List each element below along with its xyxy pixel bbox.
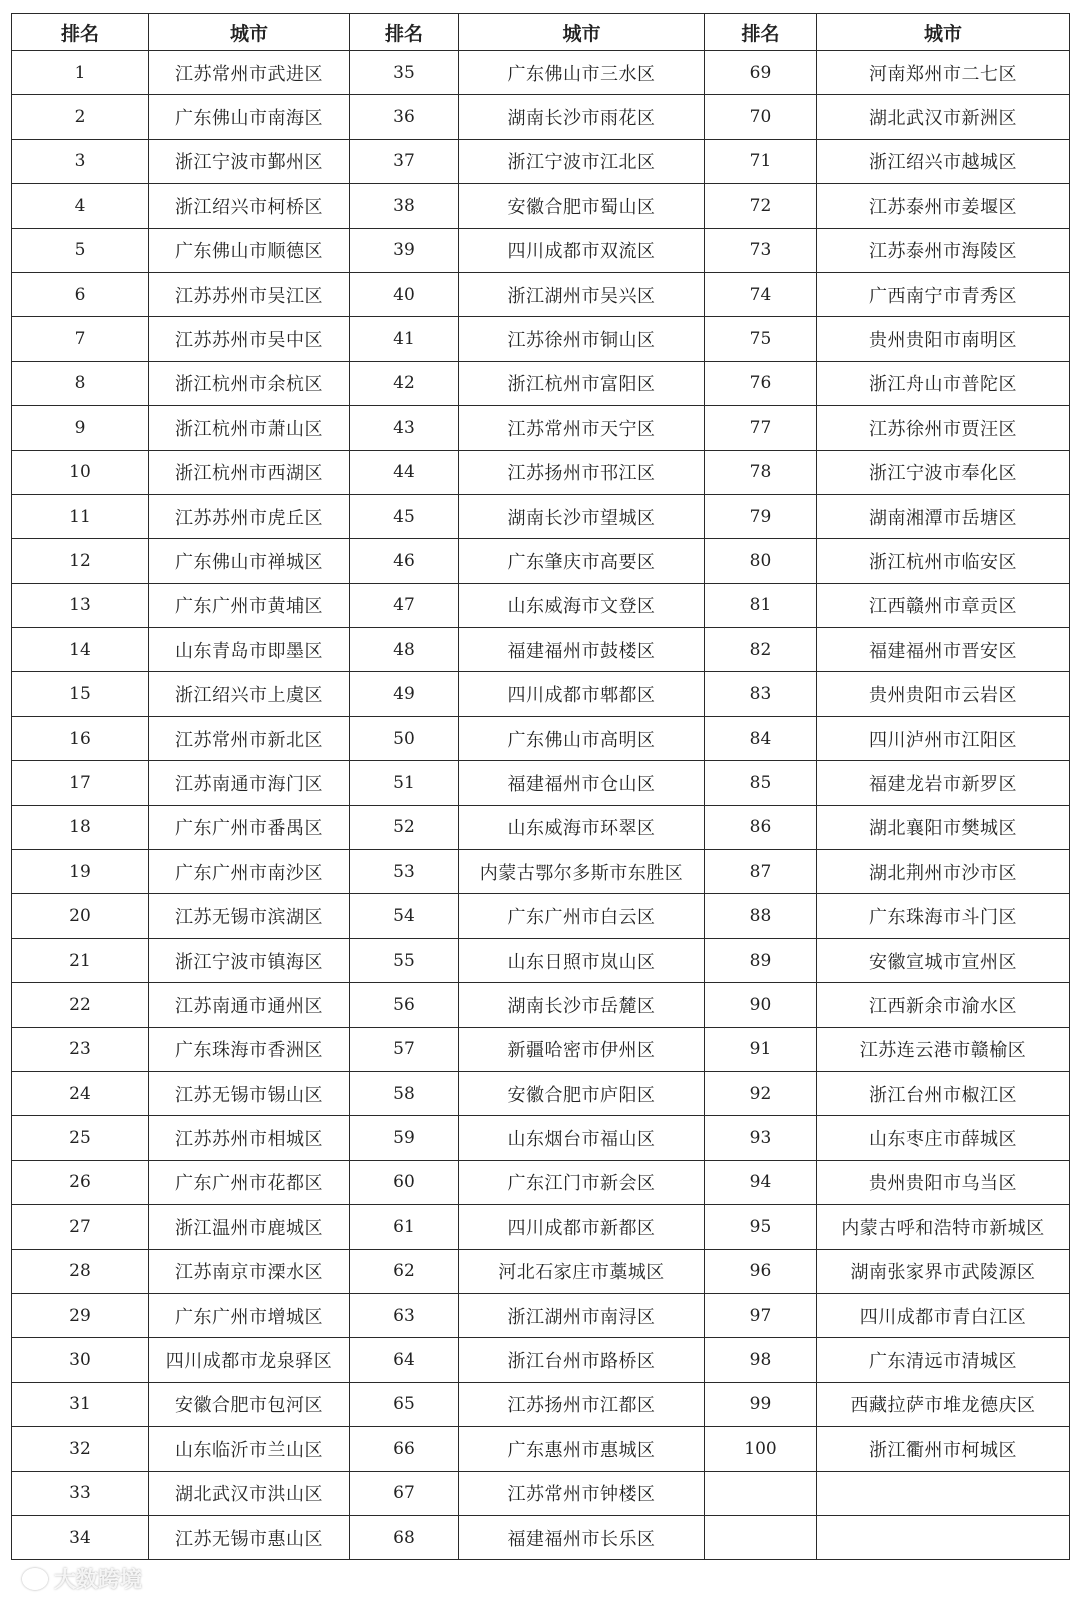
- rank-cell: 21: [12, 938, 149, 982]
- brand-logo-icon: [22, 1568, 48, 1590]
- ranking-table: [11, 13, 1070, 1560]
- city-cell: 江苏常州市武进区: [149, 51, 350, 95]
- rank-cell: 63: [350, 1293, 459, 1337]
- city-cell: 四川成都市龙泉驿区: [149, 1338, 350, 1382]
- city-cell: 浙江衢州市柯城区: [817, 1427, 1070, 1471]
- header-rank-2: 排名: [350, 14, 459, 51]
- table-row: [12, 1160, 1070, 1204]
- rank-cell: 55: [350, 938, 459, 982]
- rank-cell: 42: [350, 361, 459, 405]
- city-cell: 广东清远市清城区: [817, 1338, 1070, 1382]
- table-row: [12, 983, 1070, 1027]
- rank-cell: 48: [350, 628, 459, 672]
- city-cell: 广东广州市花都区: [149, 1160, 350, 1204]
- city-cell: 江苏扬州市邗江区: [459, 450, 705, 494]
- table-row: [12, 583, 1070, 627]
- rank-cell: 37: [350, 139, 459, 183]
- city-cell: 江苏苏州市虎丘区: [149, 494, 350, 538]
- city-cell: 湖南长沙市望城区: [459, 494, 705, 538]
- rank-cell: 96: [705, 1249, 817, 1293]
- table-row: [12, 450, 1070, 494]
- table-row: [12, 1427, 1070, 1471]
- rank-cell: 12: [12, 539, 149, 583]
- table-row: [12, 1471, 1070, 1515]
- city-cell: 江苏无锡市惠山区: [149, 1515, 350, 1559]
- watermark: [22, 1563, 142, 1594]
- city-cell: 浙江台州市路桥区: [459, 1338, 705, 1382]
- header-row: [12, 14, 1070, 51]
- rank-cell: 35: [350, 51, 459, 95]
- city-cell: 广东广州市南沙区: [149, 850, 350, 894]
- rank-cell: 8: [12, 361, 149, 405]
- city-cell: 江苏扬州市江都区: [459, 1382, 705, 1426]
- rank-cell: 29: [12, 1293, 149, 1337]
- rank-cell: 28: [12, 1249, 149, 1293]
- rank-cell: 66: [350, 1427, 459, 1471]
- city-cell: 湖北武汉市洪山区: [149, 1471, 350, 1515]
- rank-cell: 88: [705, 894, 817, 938]
- rank-cell: 7: [12, 317, 149, 361]
- rank-cell: 49: [350, 672, 459, 716]
- header-city-1: 城市: [149, 14, 350, 51]
- rank-cell: 45: [350, 494, 459, 538]
- rank-cell: 54: [350, 894, 459, 938]
- rank-cell: 5: [12, 228, 149, 272]
- city-cell: 山东烟台市福山区: [459, 1116, 705, 1160]
- table-row: [12, 672, 1070, 716]
- city-cell: 四川泸州市江阳区: [817, 716, 1070, 760]
- rank-cell: 71: [705, 139, 817, 183]
- rank-cell: 81: [705, 583, 817, 627]
- rank-cell: 73: [705, 228, 817, 272]
- rank-cell: 86: [705, 805, 817, 849]
- rank-cell: [705, 1515, 817, 1559]
- city-cell: 江苏常州市钟楼区: [459, 1471, 705, 1515]
- city-cell: 湖南长沙市雨花区: [459, 95, 705, 139]
- table-row: [12, 1382, 1070, 1426]
- city-cell: 浙江绍兴市越城区: [817, 139, 1070, 183]
- city-cell: 浙江杭州市萧山区: [149, 406, 350, 450]
- table-row: [12, 1027, 1070, 1071]
- rank-cell: 22: [12, 983, 149, 1027]
- rank-cell: 36: [350, 95, 459, 139]
- rank-cell: 16: [12, 716, 149, 760]
- rank-cell: 3: [12, 139, 149, 183]
- rank-cell: 18: [12, 805, 149, 849]
- rank-cell: 74: [705, 272, 817, 316]
- rank-cell: 84: [705, 716, 817, 760]
- rank-cell: 78: [705, 450, 817, 494]
- rank-cell: 92: [705, 1071, 817, 1115]
- rank-cell: 69: [705, 51, 817, 95]
- header-city-2: 城市: [459, 14, 705, 51]
- city-cell: 广东佛山市顺德区: [149, 228, 350, 272]
- rank-cell: 93: [705, 1116, 817, 1160]
- rank-cell: 79: [705, 494, 817, 538]
- rank-cell: 20: [12, 894, 149, 938]
- table-row: [12, 272, 1070, 316]
- city-cell: 广东佛山市禅城区: [149, 539, 350, 583]
- rank-cell: 27: [12, 1205, 149, 1249]
- rank-cell: 52: [350, 805, 459, 849]
- city-cell: 湖北武汉市新洲区: [817, 95, 1070, 139]
- city-cell: 江苏连云港市赣榆区: [817, 1027, 1070, 1071]
- city-cell: 广东肇庆市高要区: [459, 539, 705, 583]
- city-cell: 福建福州市长乐区: [459, 1515, 705, 1559]
- rank-cell: 72: [705, 184, 817, 228]
- rank-cell: 80: [705, 539, 817, 583]
- header-rank-1: 排名: [12, 14, 149, 51]
- city-cell: 内蒙古鄂尔多斯市东胜区: [459, 850, 705, 894]
- city-cell: [817, 1515, 1070, 1559]
- table-row: [12, 850, 1070, 894]
- rank-cell: 61: [350, 1205, 459, 1249]
- rank-cell: 10: [12, 450, 149, 494]
- rank-cell: 13: [12, 583, 149, 627]
- city-cell: 浙江宁波市镇海区: [149, 938, 350, 982]
- rank-cell: 89: [705, 938, 817, 982]
- table-row: [12, 1293, 1070, 1337]
- city-cell: 山东枣庄市薛城区: [817, 1116, 1070, 1160]
- rank-cell: 33: [12, 1471, 149, 1515]
- table-row: [12, 1338, 1070, 1382]
- city-cell: 山东临沂市兰山区: [149, 1427, 350, 1471]
- table-row: [12, 1249, 1070, 1293]
- rank-cell: 77: [705, 406, 817, 450]
- city-cell: 广东广州市增城区: [149, 1293, 350, 1337]
- city-cell: 江苏无锡市滨湖区: [149, 894, 350, 938]
- city-cell: 江苏苏州市相城区: [149, 1116, 350, 1160]
- city-cell: 安徽合肥市蜀山区: [459, 184, 705, 228]
- city-cell: 浙江台州市椒江区: [817, 1071, 1070, 1115]
- city-cell: 贵州贵阳市云岩区: [817, 672, 1070, 716]
- rank-cell: 6: [12, 272, 149, 316]
- city-cell: 安徽合肥市包河区: [149, 1382, 350, 1426]
- city-cell: 内蒙古呼和浩特市新城区: [817, 1205, 1070, 1249]
- rank-cell: 57: [350, 1027, 459, 1071]
- city-cell: 浙江绍兴市柯桥区: [149, 184, 350, 228]
- city-cell: 山东威海市文登区: [459, 583, 705, 627]
- table-row: [12, 317, 1070, 361]
- table-row: [12, 184, 1070, 228]
- city-cell: 广东佛山市三水区: [459, 51, 705, 95]
- rank-cell: 44: [350, 450, 459, 494]
- rank-cell: 39: [350, 228, 459, 272]
- table-row: [12, 494, 1070, 538]
- rank-cell: 83: [705, 672, 817, 716]
- city-cell: 江苏泰州市姜堰区: [817, 184, 1070, 228]
- city-cell: 浙江宁波市鄞州区: [149, 139, 350, 183]
- rank-cell: 76: [705, 361, 817, 405]
- city-cell: 江苏常州市天宁区: [459, 406, 705, 450]
- table-row: [12, 139, 1070, 183]
- table-row: [12, 805, 1070, 849]
- city-cell: 福建福州市鼓楼区: [459, 628, 705, 672]
- city-cell: 江西赣州市章贡区: [817, 583, 1070, 627]
- city-cell: 广东广州市白云区: [459, 894, 705, 938]
- city-cell: 浙江宁波市江北区: [459, 139, 705, 183]
- table-row: [12, 761, 1070, 805]
- rank-cell: 91: [705, 1027, 817, 1071]
- watermark-text: 大数跨境: [54, 1568, 143, 1593]
- rank-cell: 31: [12, 1382, 149, 1426]
- rank-cell: 100: [705, 1427, 817, 1471]
- city-cell: 江苏南通市通州区: [149, 983, 350, 1027]
- city-cell: 浙江杭州市余杭区: [149, 361, 350, 405]
- city-cell: 江苏苏州市吴江区: [149, 272, 350, 316]
- rank-cell: 87: [705, 850, 817, 894]
- rank-cell: 99: [705, 1382, 817, 1426]
- city-cell: 浙江湖州市南浔区: [459, 1293, 705, 1337]
- city-cell: 广东珠海市斗门区: [817, 894, 1070, 938]
- city-cell: 西藏拉萨市堆龙德庆区: [817, 1382, 1070, 1426]
- table-row: [12, 1071, 1070, 1115]
- city-cell: 安徽宣城市宣州区: [817, 938, 1070, 982]
- city-cell: 江苏南京市溧水区: [149, 1249, 350, 1293]
- rank-cell: 34: [12, 1515, 149, 1559]
- city-cell: 广东江门市新会区: [459, 1160, 705, 1204]
- rank-cell: 95: [705, 1205, 817, 1249]
- table-row: [12, 894, 1070, 938]
- city-cell: 贵州贵阳市南明区: [817, 317, 1070, 361]
- table-row: [12, 938, 1070, 982]
- table-row: [12, 716, 1070, 760]
- city-cell: 浙江杭州市西湖区: [149, 450, 350, 494]
- city-cell: 四川成都市双流区: [459, 228, 705, 272]
- rank-cell: 2: [12, 95, 149, 139]
- city-cell: 福建福州市晋安区: [817, 628, 1070, 672]
- rank-cell: 11: [12, 494, 149, 538]
- city-cell: 广西南宁市青秀区: [817, 272, 1070, 316]
- rank-cell: 15: [12, 672, 149, 716]
- rank-cell: 50: [350, 716, 459, 760]
- city-cell: 湖北襄阳市樊城区: [817, 805, 1070, 849]
- rank-cell: 9: [12, 406, 149, 450]
- city-cell: 浙江杭州市临安区: [817, 539, 1070, 583]
- city-cell: 浙江湖州市吴兴区: [459, 272, 705, 316]
- rank-cell: 25: [12, 1116, 149, 1160]
- table-row: [12, 1205, 1070, 1249]
- rank-cell: 64: [350, 1338, 459, 1382]
- rank-cell: 68: [350, 1515, 459, 1559]
- rank-cell: 14: [12, 628, 149, 672]
- city-cell: 浙江舟山市普陀区: [817, 361, 1070, 405]
- rank-cell: 58: [350, 1071, 459, 1115]
- city-cell: 山东威海市环翠区: [459, 805, 705, 849]
- rank-cell: 98: [705, 1338, 817, 1382]
- city-cell: 广东佛山市高明区: [459, 716, 705, 760]
- rank-cell: 53: [350, 850, 459, 894]
- city-cell: 福建龙岩市新罗区: [817, 761, 1070, 805]
- city-cell: 江苏常州市新北区: [149, 716, 350, 760]
- table-row: [12, 228, 1070, 272]
- city-cell: 山东青岛市即墨区: [149, 628, 350, 672]
- city-cell: 四川成都市新都区: [459, 1205, 705, 1249]
- rank-cell: 17: [12, 761, 149, 805]
- rank-cell: 32: [12, 1427, 149, 1471]
- rank-cell: 38: [350, 184, 459, 228]
- table-header: [12, 14, 1070, 51]
- city-cell: 广东珠海市香洲区: [149, 1027, 350, 1071]
- city-cell: 福建福州市仓山区: [459, 761, 705, 805]
- city-cell: 浙江绍兴市上虞区: [149, 672, 350, 716]
- rank-cell: 46: [350, 539, 459, 583]
- city-cell: 江苏徐州市铜山区: [459, 317, 705, 361]
- city-cell: 浙江杭州市富阳区: [459, 361, 705, 405]
- city-cell: 江苏徐州市贾汪区: [817, 406, 1070, 450]
- rank-cell: 23: [12, 1027, 149, 1071]
- rank-cell: 4: [12, 184, 149, 228]
- city-cell: 江苏南通市海门区: [149, 761, 350, 805]
- table-row: [12, 406, 1070, 450]
- table-row: [12, 539, 1070, 583]
- rank-cell: 97: [705, 1293, 817, 1337]
- table-row: [12, 95, 1070, 139]
- rank-cell: [705, 1471, 817, 1515]
- city-cell: 江苏苏州市吴中区: [149, 317, 350, 361]
- city-cell: 贵州贵阳市乌当区: [817, 1160, 1070, 1204]
- city-cell: 湖南张家界市武陵源区: [817, 1249, 1070, 1293]
- rank-cell: 70: [705, 95, 817, 139]
- rank-cell: 24: [12, 1071, 149, 1115]
- city-cell: 浙江温州市鹿城区: [149, 1205, 350, 1249]
- rank-cell: 41: [350, 317, 459, 361]
- header-rank-3: 排名: [705, 14, 817, 51]
- city-cell: 河南郑州市二七区: [817, 51, 1070, 95]
- city-cell: 浙江宁波市奉化区: [817, 450, 1070, 494]
- rank-cell: 59: [350, 1116, 459, 1160]
- city-cell: 安徽合肥市庐阳区: [459, 1071, 705, 1115]
- city-cell: 山东日照市岚山区: [459, 938, 705, 982]
- table-row: [12, 628, 1070, 672]
- rank-cell: 62: [350, 1249, 459, 1293]
- rank-cell: 90: [705, 983, 817, 1027]
- city-cell: [817, 1471, 1070, 1515]
- rank-cell: 60: [350, 1160, 459, 1204]
- city-cell: 江苏泰州市海陵区: [817, 228, 1070, 272]
- rank-cell: 47: [350, 583, 459, 627]
- city-cell: 湖南长沙市岳麓区: [459, 983, 705, 1027]
- table-row: [12, 361, 1070, 405]
- header-city-3: 城市: [817, 14, 1070, 51]
- city-cell: 广东广州市番禺区: [149, 805, 350, 849]
- city-cell: 江苏无锡市锡山区: [149, 1071, 350, 1115]
- rank-cell: 94: [705, 1160, 817, 1204]
- rank-cell: 65: [350, 1382, 459, 1426]
- table-row: [12, 1116, 1070, 1160]
- city-cell: 河北石家庄市藁城区: [459, 1249, 705, 1293]
- rank-cell: 43: [350, 406, 459, 450]
- city-cell: 湖北荆州市沙市区: [817, 850, 1070, 894]
- rank-cell: 19: [12, 850, 149, 894]
- table-body: [12, 51, 1070, 1560]
- city-cell: 广东惠州市惠城区: [459, 1427, 705, 1471]
- rank-cell: 85: [705, 761, 817, 805]
- rank-cell: 67: [350, 1471, 459, 1515]
- city-cell: 江西新余市渝水区: [817, 983, 1070, 1027]
- table-row: [12, 51, 1070, 95]
- city-cell: 广东佛山市南海区: [149, 95, 350, 139]
- rank-cell: 26: [12, 1160, 149, 1204]
- rank-cell: 75: [705, 317, 817, 361]
- city-cell: 四川成都市郫都区: [459, 672, 705, 716]
- city-cell: 四川成都市青白江区: [817, 1293, 1070, 1337]
- rank-cell: 30: [12, 1338, 149, 1382]
- city-cell: 广东广州市黄埔区: [149, 583, 350, 627]
- rank-cell: 56: [350, 983, 459, 1027]
- city-cell: 新疆哈密市伊州区: [459, 1027, 705, 1071]
- rank-cell: 40: [350, 272, 459, 316]
- table-row: [12, 1515, 1070, 1559]
- rank-cell: 1: [12, 51, 149, 95]
- rank-cell: 82: [705, 628, 817, 672]
- city-cell: 湖南湘潭市岳塘区: [817, 494, 1070, 538]
- rank-cell: 51: [350, 761, 459, 805]
